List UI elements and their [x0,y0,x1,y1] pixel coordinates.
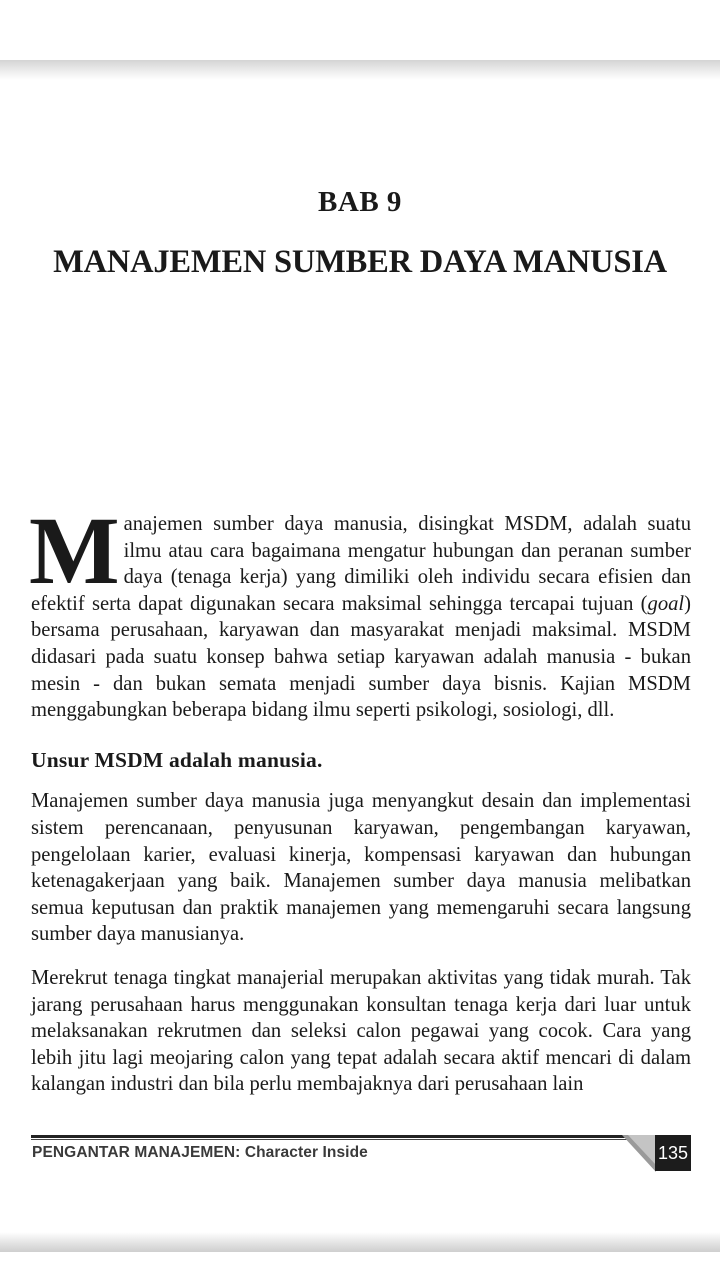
footer-book-title: PENGANTAR MANAJEMEN: [32,1144,241,1161]
footer-wedge-ornament [622,1135,656,1172]
section-subheading: Unsur MSDM adalah manusia. [31,747,323,772]
body-paragraph-3: Merekrut tenaga tingkat manajerial merupakan aktivitas yang tidak murah. Tak jarang perusahaan harus menggunakan konsultan tenaga kerja dari luar untuk melaksanakan rekrutmen dan seleksi calon pegawai yang cocok. Cara yang lebih jitu lagi meojaring calon yang tepat adalah secara aktif mencari di dalam kalangan industri dan bila perlu membajaknya dari perusahaan lain [31,966,691,1096]
drop-cap: M [29,497,120,604]
footer-rule-thin [31,1139,639,1140]
page-body [29,497,691,1098]
viewer-top-margin [0,0,720,62]
footer-book-subtitle: Character Inside [244,1144,368,1161]
footer-rule [31,1135,653,1138]
intro-text-rest: ) bersama perusahaan, karyawan dan masyarakat menjadi maksimal. MSDM didasari pada suatu konsep bahwa setiap karyawan adalah manusia - bukan mesin - dan bukan semata menjadi sumber daya bisnis. Kajian MSDM menggabungkan beberapa bidang ilmu seperti psikologi, sosiologi, dll. [31,592,691,722]
running-footer [32,1144,368,1162]
page-number: 135 [655,1135,691,1171]
viewer-bottom-margin [0,1252,720,1280]
chapter-title: MANAJEMEN SUMBER DAYA MANUSIA [53,244,667,280]
intro-paragraph [29,497,691,724]
page-top-edge [0,60,720,80]
chapter-label: BAB 9 [318,186,402,218]
page-bottom-edge [0,1232,720,1252]
intro-text: anajemen sumber daya manusia, disingkat MSDM, adalah suatu ilmu atau cara bagaimana mengatur hubungan dan peranan sumber daya (tenaga kerja) yang dimiliki oleh individu secara efisien dan efektif serta dapat digunakan secara maksimal sehingga tercapai tujuan ( [31,513,691,615]
body-paragraph-2: Manajemen sumber daya manusia juga menyangkut desain dan implementasi sistem perencanaan, penyusunan karyawan, pengembangan karyawan, pengelolaan karier, evaluasi kinerja, kompensasi karyawan dan hubungan ketenagakerjaan yang baik. Manajemen sumber daya manusia melibatkan semua keputusan dan praktik manajemen yang memengaruhi secara langsung sumber daya manusianya. [31,790,691,946]
intro-italic-term: goal [647,592,685,615]
